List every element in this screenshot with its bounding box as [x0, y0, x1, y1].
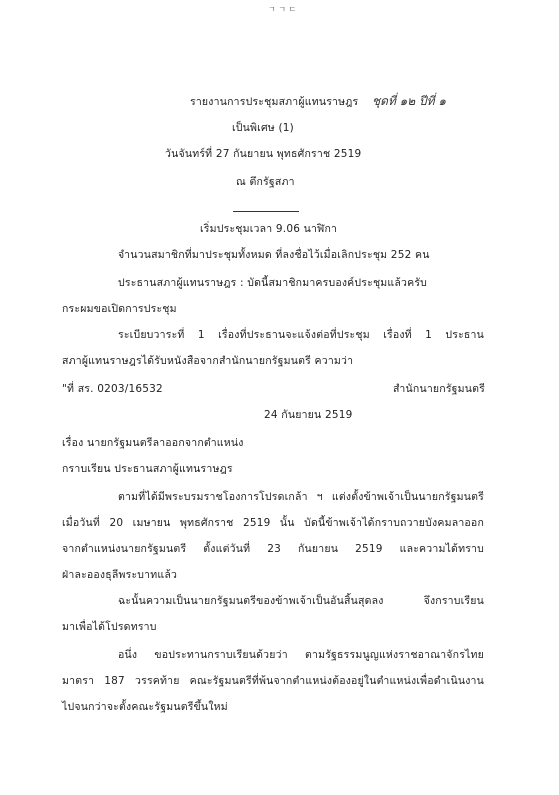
letter-paragraph-3-line-2: มาตรา 187 วรรคท้าย คณะรัฐมนตรีที่พ้นจากตำแหน่งต้องอยู่ในตำแหน่งเพื่อดำเนินงาน	[62, 675, 484, 687]
section-divider	[233, 211, 299, 212]
letter-paragraph-1-line-2: เมื่อวันที่ 20 เมษายน พุทธศักราช 2519 นั้น บัดนี้ข้าพเจ้าได้กราบถวายบังคมลาออก	[62, 517, 484, 529]
session-label: เป็นพิเศษ (1)	[232, 122, 294, 134]
letter-reference-number: "ที่ สร. 0203/16532	[62, 383, 163, 395]
letter-sender: สำนักนายกรัฐมนตรี	[393, 383, 486, 395]
agenda-line-1: ระเบียบวาระที่ 1 เรื่องที่ประธานจะแจ้งต่อที่ประชุม เรื่องที่ 1 ประธาน	[118, 329, 484, 341]
letter-paragraph-3-line-1: อนึ่ง ขอประทานกราบเรียนด้วยว่า ตามรัฐธรรมนูญแห่งราชอาณาจักรไทย	[118, 649, 484, 661]
speaker-line-continued: กระผมขอเปิดการประชุม	[62, 303, 177, 315]
letter-date: 24 กันยายน 2519	[264, 409, 353, 421]
letter-paragraph-2-line-2: มาเพื่อได้โปรดทราบ	[62, 621, 157, 633]
letter-subject: เรื่อง นายกรัฐมนตรีลาออกจากตำแหน่ง	[62, 437, 244, 449]
report-title: รายงานการประชุมสภาผู้แทนราษฎร	[190, 96, 359, 108]
letter-paragraph-1-line-4: ฝ่าละอองธุลีพระบาทแล้ว	[62, 569, 178, 581]
meeting-date: วันจันทร์ที่ 27 กันยายน พุทธศักราช 2519	[165, 148, 362, 160]
handwritten-reference: ชุดที่ ๑๒ ปีที่ ๑	[372, 94, 446, 108]
page-number-mark: ㄱ ㄱ ㄷ	[268, 5, 297, 14]
letter-salutation: กราบเรียน ประธานสภาผู้แทนราษฎร	[62, 463, 233, 475]
letter-paragraph-1-line-1: ตามที่ได้มีพระบรมราชโองการโปรดเกล้า ฯ แต่งตั้งข้าพเจ้าเป็นนายกรัฐมนตรี	[118, 491, 484, 503]
letter-paragraph-1-line-3: จากตำแหน่งนายกรัฐมนตรี ตั้งแต่วันที่ 23 กันยายน 2519 และความได้ทราบ	[62, 543, 484, 555]
meeting-place: ณ ตึกรัฐสภา	[236, 176, 295, 188]
start-time: เริ่มประชุมเวลา 9.06 นาฬิกา	[200, 223, 338, 235]
letter-paragraph-2-line-1: ฉะนั้นความเป็นนายกรัฐมนตรีของข้าพเจ้าเป็นอันสิ้นสุดลง จึงกราบเรียน	[118, 595, 484, 607]
speaker-line: ประธานสภาผู้แทนราษฎร : บัดนี้สมาชิกมาครบองค์ประชุมแล้วครับ	[118, 277, 428, 289]
letter-paragraph-3-line-3: ไปจนกว่าจะตั้งคณะรัฐมนตรีขึ้นใหม่	[62, 701, 228, 713]
agenda-line-2: สภาผู้แทนราษฎรได้รับหนังสือจากสำนักนายกรัฐมนตรี ความว่า	[62, 355, 354, 367]
attendance-line: จำนวนสมาชิกที่มาประชุมทั้งหมด ที่ลงชื่อไว้เมื่อเลิกประชุม 252 คน	[118, 249, 430, 261]
